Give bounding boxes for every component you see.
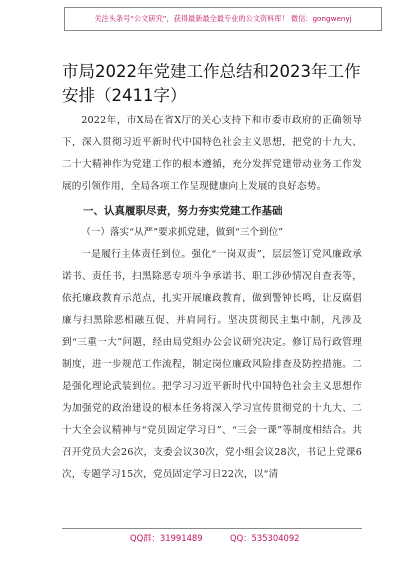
body-paragraph: 一是履行主体责任到位。强化“一岗双责”，层层签订党风廉政承诺书、责任书，扫黑除恶专项斗争承诺书、职工涉砂情况自查表等，依托廉政教育示范点，扎实开展廉政教育，做到警钟长鸣，让反腐倡廉与扫黑除恶相融互促、并肩同行。坚决贯彻民主集中制，凡涉及到“三重一大”问题，经由局党组办公会议研究决定。修订局行政管理制度，进一步规范工作流程，制定岗位廉政风险排查及防控措施。二是强化理论武装到位。把学习习近平新时代中国特色社会主义思想作为加强党的政治建设的根本任务将深入学习宣传贯彻党的十九大、二十大全会议精神与“党员固定学习日”、“三会一课”等制度相结合。共召开党员大会26次，支委会议30次，党小组会议28次，书记上党课6次，专题学习15次，党员固定学习日22次，以“清 (62, 249, 362, 480)
footer-divider (62, 528, 362, 529)
footer (62, 532, 362, 548)
header-banner (64, 7, 382, 31)
section-heading: 一、认真履职尽责，努力夯实党建工作基础 (83, 205, 283, 217)
footer-qq-group: QQ群：31991489 (130, 533, 203, 543)
document-title: 市局2022年党建工作总结和2023年工作安排（2411字） (62, 62, 361, 105)
intro-paragraph: 2022年，市X局在省X厅的关心支持下和市委市政府的正确领导下，深入贯彻习近平新时代中国特色社会主义思想，把党的十九大、二十大精神作为党建工作的根本遵循，充分发挥党建带动业务工作发展的引领作用，全局各项工作呈现健康向上发展的良好态势。 (62, 115, 362, 192)
subsection-heading: （一）落实“从严”要求抓党建，做到“三个到位” (81, 227, 284, 238)
footer-qq-number: QQ：535304092 (230, 533, 300, 543)
header-banner-text: 关注头条号“公文研究”，获得最新最全最专业的公文资料库！ 微信：gongwenyj (94, 14, 352, 23)
